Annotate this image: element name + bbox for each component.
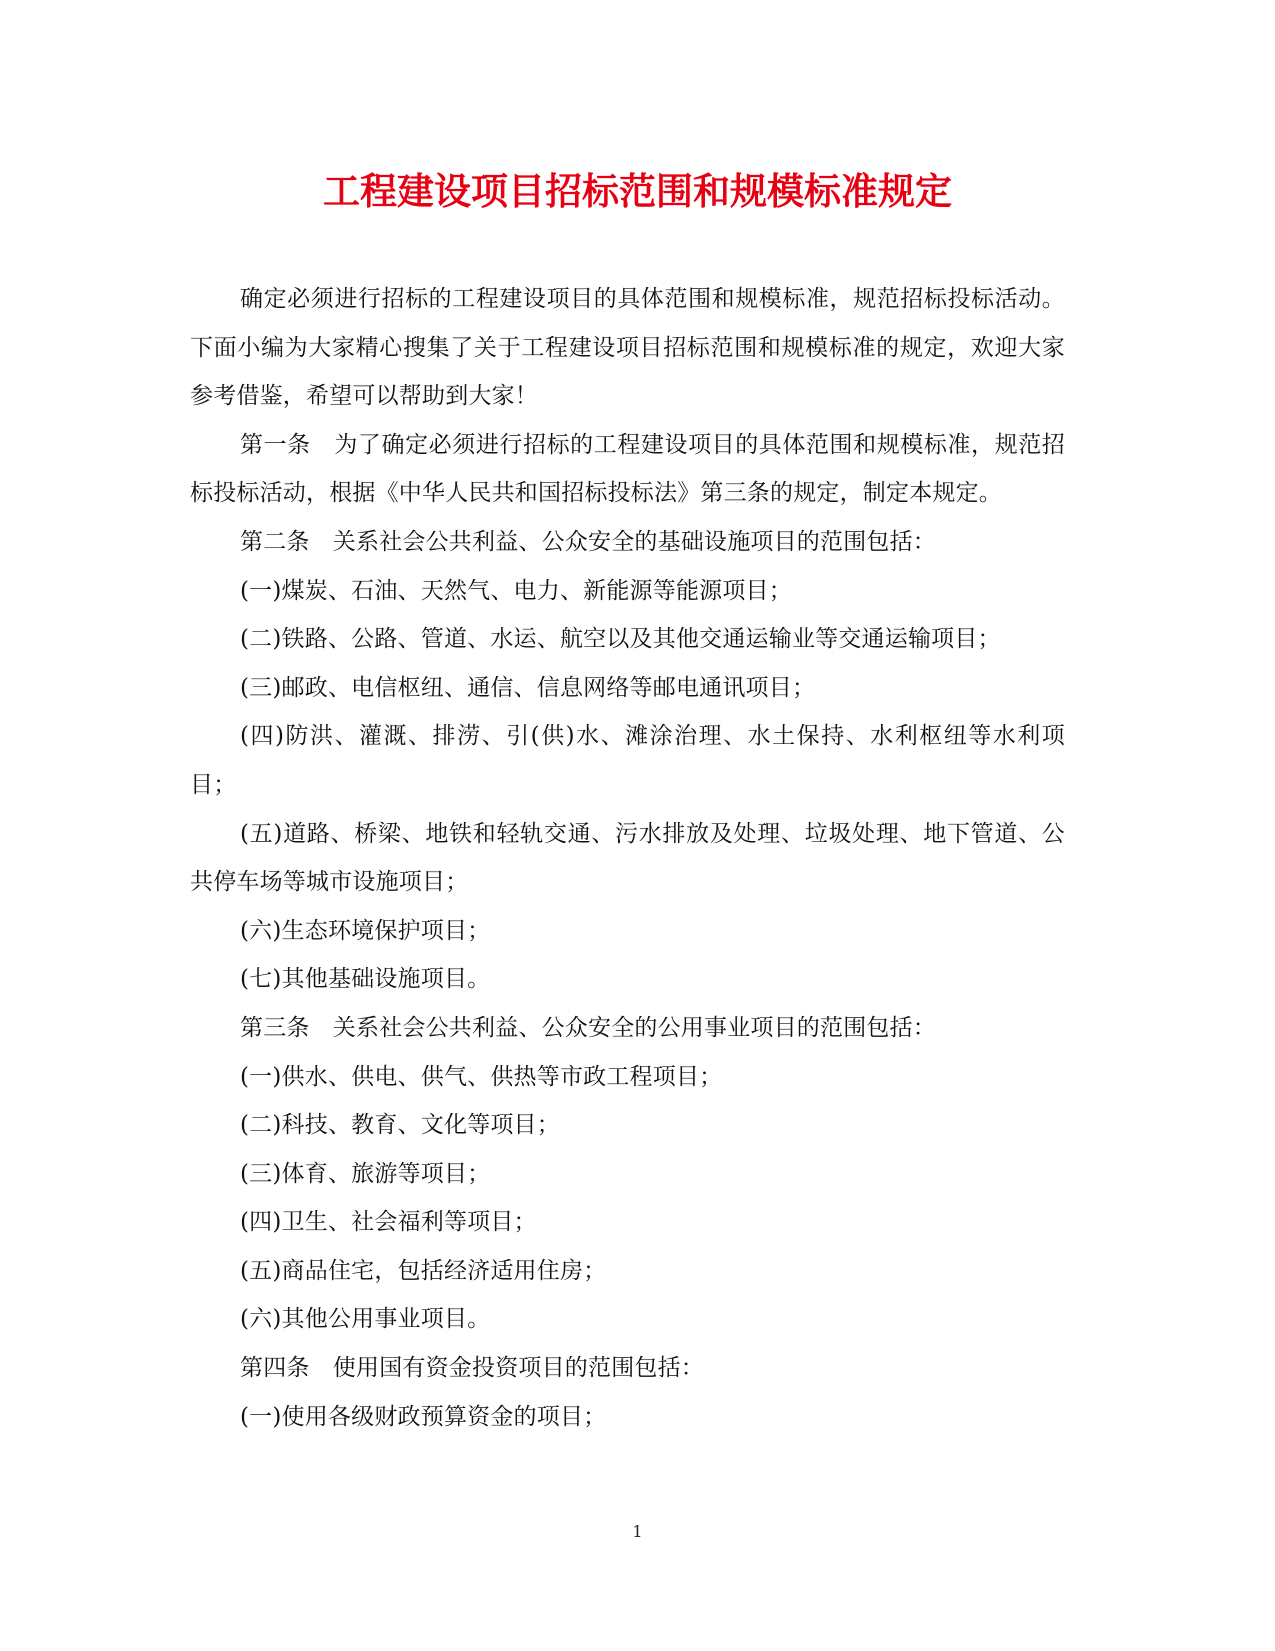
document-body xyxy=(190,275,1065,1441)
paragraph-article-2: 第二条 关系社会公共利益、公众安全的基础设施项目的范围包括： xyxy=(240,528,936,555)
list-item: (三)体育、旅游等项目； xyxy=(240,1160,491,1187)
list-item: (四)防洪、灌溉、排涝、引(供)水、滩涂治理、水土保持、水利枢纽等水利项目； xyxy=(190,723,1065,798)
paragraph-article-3: 第三条 关系社会公共利益、公众安全的公用事业项目的范围包括： xyxy=(240,1014,936,1041)
document-title: 工程建设项目招标范围和规模标准规定 xyxy=(323,169,952,213)
list-item: (一)供水、供电、供气、供热等市政工程项目； xyxy=(240,1063,723,1090)
list-item: (三)邮政、电信枢纽、通信、信息网络等邮电通讯项目； xyxy=(240,674,816,701)
paragraph-article-1: 第一条 为了确定必须进行招标的工程建设项目的具体范围和规模标准，规范招标投标活动，根据《中华人民共和国招标投标法》第三条的规定，制定本规定。 xyxy=(190,431,1065,507)
list-item: (四)卫生、社会福利等项目； xyxy=(240,1209,537,1236)
paragraph-intro: 确定必须进行招标的工程建设项目的具体范围和规模标准，规范招标投标活动。下面小编为大家精心搜集了关于工程建设项目招标范围和规模标准的规定，欢迎大家参考借鉴，希望可以帮助到大家！ xyxy=(190,286,1065,410)
list-item: (一)使用各级财政预算资金的项目； xyxy=(240,1403,607,1430)
list-item: (五)商品住宅，包括经济适用住房； xyxy=(240,1257,607,1284)
list-item: (二)铁路、公路、管道、水运、航空以及其他交通运输业等交通运输项目； xyxy=(240,626,1001,653)
list-item: (六)其他公用事业项目。 xyxy=(240,1306,491,1333)
page-number: 1 xyxy=(632,1522,643,1541)
list-item: (五)道路、桥梁、地铁和轻轨交通、污水排放及处理、垃圾处理、地下管道、公共停车场等城市设施项目； xyxy=(190,820,1065,896)
list-item: (六)生态环境保护项目； xyxy=(240,917,491,944)
list-item: (一)煤炭、石油、天然气、电力、新能源等能源项目； xyxy=(240,577,792,604)
paragraph-article-4: 第四条 使用国有资金投资项目的范围包括： xyxy=(240,1355,704,1382)
list-item: (七)其他基础设施项目。 xyxy=(240,966,491,993)
list-item: (二)科技、教育、文化等项目； xyxy=(240,1112,560,1139)
